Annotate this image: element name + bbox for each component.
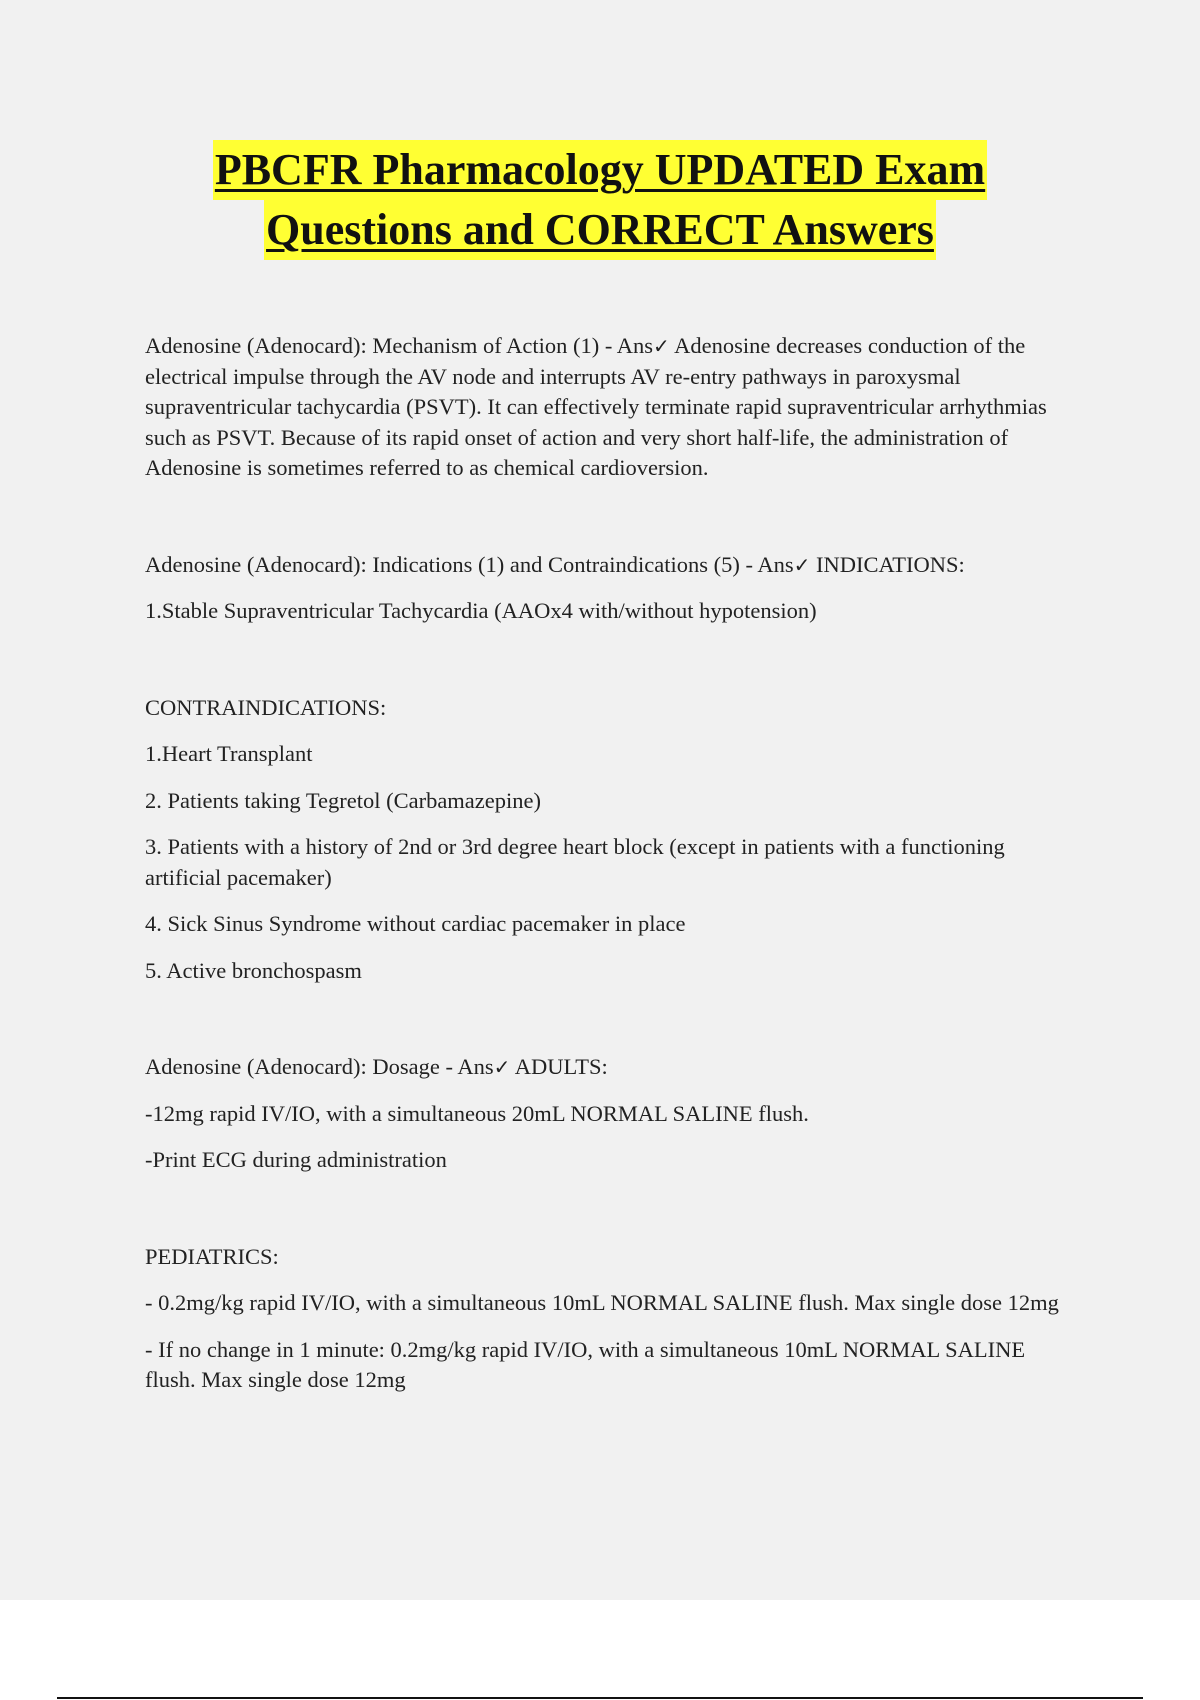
question-text: Adenosine (Adenocard): Dosage - Ans: [145, 1054, 494, 1079]
contraindications-heading: CONTRAINDICATIONS:: [145, 694, 387, 720]
checkmark-icon: ✓: [793, 552, 811, 577]
title-line-1: PBCFR Pharmacology UPDATED Exam: [213, 140, 987, 200]
checkmark-icon: ✓: [653, 334, 670, 358]
question-indications: [145, 550, 1075, 581]
answer-heading: ADULTS:: [510, 1054, 608, 1079]
list-item: -Print ECG during administration: [145, 1147, 447, 1172]
document-body: [145, 331, 1075, 1396]
checkmark-icon: ✓: [493, 1055, 511, 1079]
answer-heading: INDICATIONS:: [810, 551, 965, 577]
list-item: 3. Patients with a history of 2nd or 3rd degree heart block (except in patients with a functioning artificial pacemaker): [145, 834, 1005, 890]
question-mechanism: [145, 331, 1075, 484]
list-item: - 0.2mg/kg rapid IV/IO, with a simultaneous 10mL NORMAL SALINE flush. Max single dose 12mg: [145, 1290, 1059, 1315]
list-item: 4. Sick Sinus Syndrome without cardiac pacemaker in place: [145, 911, 686, 936]
answer-text: Adenosine decreases conduction of the electrical impulse through the AV node and interrupts AV re-entry pathways in paroxysmal supraventricular tachycardia (PSVT). It can effectively terminate rapid supraventricular arrhythmias such as PSVT. Because of its rapid onset of action and very short half-life, the administration of Adenosine is sometimes referred to as chemical cardioversion.: [145, 333, 1047, 480]
question-dosage: [145, 1052, 1075, 1083]
footer-divider: [57, 1697, 1143, 1699]
list-item: 5. Active bronchospasm: [145, 957, 362, 983]
list-item: 2. Patients taking Tegretol (Carbamazepine): [145, 787, 542, 813]
list-item: 1.Heart Transplant: [145, 741, 313, 766]
list-item: -12mg rapid IV/IO, with a simultaneous 20mL NORMAL SALINE flush.: [145, 1100, 809, 1126]
pediatrics-heading: PEDIATRICS:: [145, 1243, 279, 1269]
list-item: 1.Stable Supraventricular Tachycardia (AAOx4 with/without hypotension): [145, 598, 817, 623]
question-text: Adenosine (Adenocard): Indications (1) and Contraindications (5) - Ans: [145, 551, 794, 577]
question-text: Adenosine (Adenocard): Mechanism of Action (1) - Ans: [145, 333, 653, 358]
title-line-2: Questions and CORRECT Answers: [264, 200, 936, 260]
document-title: [0, 140, 1200, 260]
list-item: - If no change in 1 minute: 0.2mg/kg rapid IV/IO, with a simultaneous 10mL NORMAL SALINE flush. Max single dose 12mg: [145, 1336, 1026, 1392]
